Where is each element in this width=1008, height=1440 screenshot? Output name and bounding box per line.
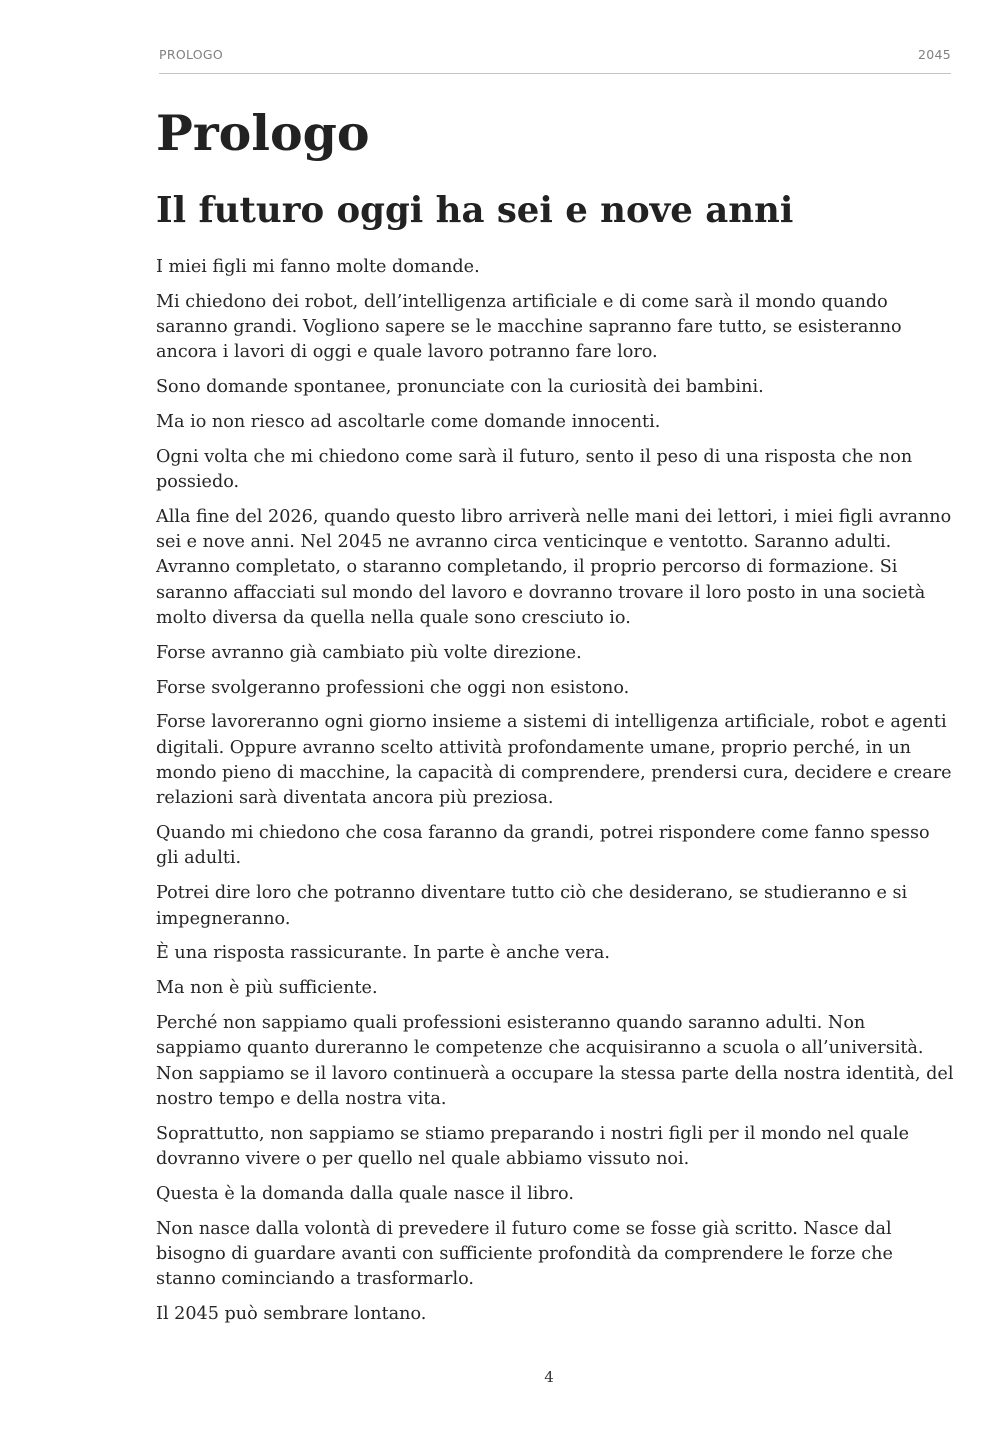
page-number: 4	[544, 1368, 554, 1386]
paragraph: Potrei dire loro che potranno diventare tutto ciò che desiderano, se studieranno e si impegneranno.	[156, 883, 908, 929]
paragraph: I miei figli mi fanno molte domande.	[156, 257, 480, 277]
paragraph: Alla fine del 2026, quando questo libro arriverà nelle mani dei lettori, i miei figli avranno sei e nove anni. Nel 2045 ne avranno circa venticinque e ventotto. Saranno adulti. Avranno completato, o staranno completando, il proprio percorso di formazione. Si saranno affacciati sul mondo del lavoro e dovranno trovare il loro posto in una società molto diversa da quella nella quale sono cresciuto io.	[156, 506, 952, 629]
page-content	[156, 101, 956, 1337]
paragraph: Sono domande spontanee, pronunciate con la curiosità dei bambini.	[156, 377, 764, 398]
paragraph: Soprattutto, non sappiamo se stiamo preparando i nostri figli per il mondo nel quale dovranno vivere o per quello nel quale abbiamo vissuto noi.	[156, 1123, 910, 1169]
chapter-title: Prologo	[156, 104, 370, 162]
paragraph: Forse lavoreranno ogni giorno insieme a sistemi di intelligenza artificiale, robot e agenti digitali. Oppure avranno scelto attività profondamente umane, proprio perché, in un mondo pieno di macchine, la capacità di comprendere, prendersi cura, decidere e creare relazioni sarà diventata ancora più preziosa.	[156, 712, 952, 809]
paragraph: Quando mi chiedono che cosa faranno da grandi, potrei rispondere come fanno spesso gli adulti.	[156, 823, 930, 869]
paragraph: Ogni volta che mi chiedono come sarà il futuro, sento il peso di una risposta che non possiedo.	[156, 446, 913, 493]
paragraph: Forse svolgeranno professioni che oggi non esistono.	[156, 677, 630, 698]
paragraph: È una risposta rassicurante. In parte è anche vera.	[156, 943, 610, 964]
chapter-subtitle: Il futuro oggi ha sei e nove anni	[156, 190, 794, 231]
paragraph: Mi chiedono dei robot, dell’intelligenza artificiale e di come sarà il mondo quando saranno grandi. Vogliono sapere se le macchine sapranno fare tutto, se esisteranno ancora i lavori di oggi e quale lavoro potranno fare loro.	[156, 291, 902, 363]
paragraph: Perché non sappiamo quali professioni esisteranno quando saranno adulti. Non sappiamo quanto dureranno le competenze che acquisiranno a scuola o all’università. Non sappiamo se il lavoro continuerà a occupare la stessa parte della nostra identità, del nostro tempo e della nostra vita.	[156, 1012, 954, 1109]
paragraph: Ma io non riesco ad ascoltarle come domande innocenti.	[156, 411, 661, 432]
paragraph: Il 2045 può sembrare lontano.	[156, 1303, 427, 1324]
paragraph: Ma non è più sufficiente.	[156, 978, 378, 999]
paragraph: Questa è la domanda dalla quale nasce il libro.	[156, 1183, 574, 1204]
running-header-section: PROLOGO	[159, 47, 224, 62]
body-text	[156, 255, 956, 1327]
paragraph: Non nasce dalla volontà di prevedere il futuro come se fosse già scritto. Nasce dal bisogno di guardare avanti con sufficiente profondità da comprendere le forze che stanno cominciando a trasformarlo.	[156, 1218, 893, 1290]
paragraph: Forse avranno già cambiato più volte direzione.	[156, 642, 582, 663]
running-header	[159, 47, 951, 74]
running-header-year: 2045	[917, 47, 951, 62]
